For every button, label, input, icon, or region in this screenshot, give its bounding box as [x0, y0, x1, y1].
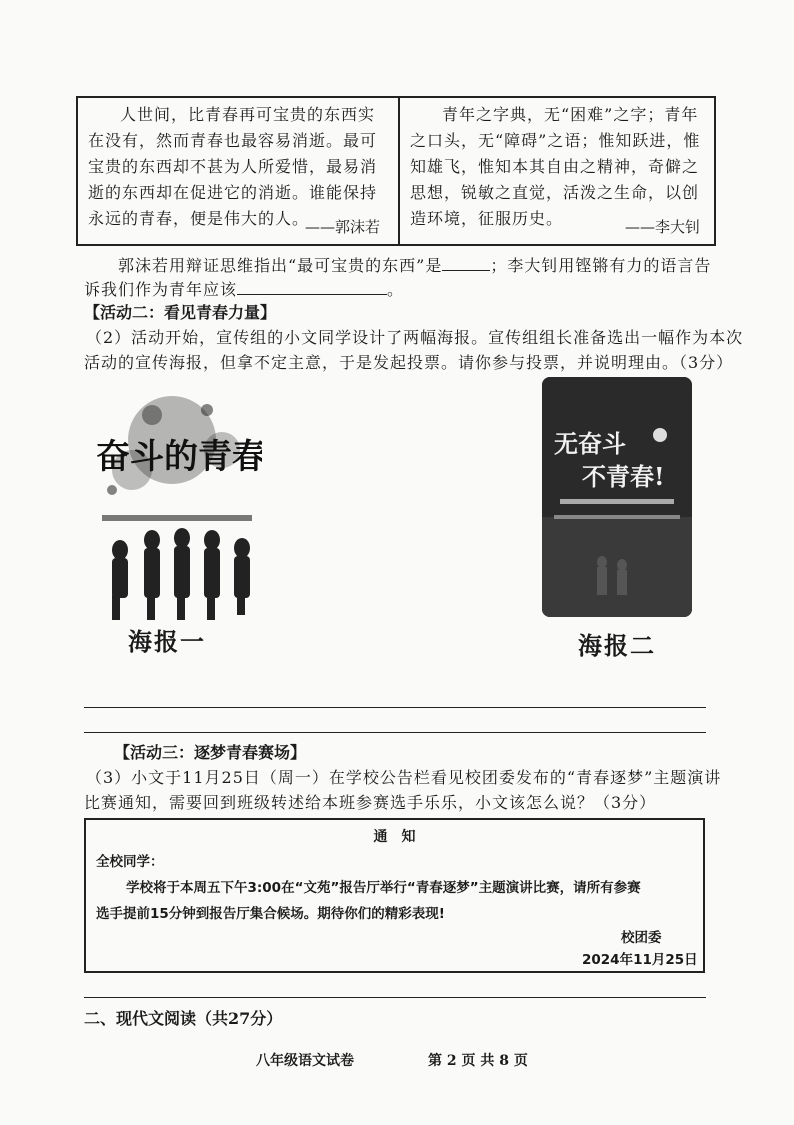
q1-line1 — [118, 252, 711, 276]
poster-two-title-line1: 无奋斗 — [554, 429, 626, 458]
notice-box — [84, 818, 705, 973]
notice-title: 通 知 — [373, 829, 416, 845]
answer-line-3[interactable] — [84, 997, 706, 998]
poster-one-art — [92, 390, 262, 625]
answer-line-2[interactable] — [84, 732, 706, 733]
poster-two-caption: 海报二 — [578, 631, 656, 660]
poster-two-art — [542, 377, 692, 617]
activity3-heading: 【活动三：逐梦青春赛场】 — [114, 743, 307, 762]
notice-greeting: 全校同学： — [96, 854, 164, 870]
notice-date: 2024年11月25日 — [582, 952, 698, 968]
q1-blank1[interactable] — [442, 252, 490, 271]
q1-part1: 郭沫若用辩证思维指出“最可宝贵的东西”是 — [118, 256, 443, 275]
quote-text-left: 人世间，比青春再可宝贵的东西实在没有，然而青春也最容易消逝。最可宝贵的东西却不甚为人所爱惜，最易消逝的东西却在促进它的消逝。谁能保持永远的青春，便是伟大的人。 — [88, 105, 378, 228]
notice-body-line1: 学校将于本周五下午3:00在“文苑”报告厅举行“青春逐梦”主题演讲比赛，请所有参赛 — [126, 880, 641, 896]
q1-line2 — [84, 276, 404, 300]
poster-one-caption: 海报一 — [128, 627, 206, 656]
poster-two-image — [542, 377, 692, 617]
poster-one-image — [92, 390, 262, 625]
activity3-line1: （3）小文于11月25日（周一）在学校公告栏看见校团委发布的“青春逐梦”主题演讲 — [86, 768, 722, 787]
q1-blank2[interactable] — [237, 276, 387, 295]
q1-part2: ；李大钊用铿锵有力的语言告 — [490, 256, 712, 275]
quote-cell-right — [400, 98, 718, 244]
activity2-line1: （2）活动开始，宣传组的小文同学设计了两幅海报。宣传组组长准备选出一幅作为本次 — [86, 328, 744, 347]
quote-author-left: ——郭沫若 — [304, 218, 380, 236]
activity3-line2: 比赛通知，需要回到班级转述给本班参赛选手乐乐，小文该怎么说？（3分） — [84, 793, 657, 812]
quote-cell-left — [78, 98, 398, 244]
poster-two-title-line2: 不青春! — [582, 462, 665, 491]
poster-one-title: 奋斗的青春 — [96, 437, 262, 477]
q1-part3: 诉我们作为青年应该 — [84, 280, 238, 299]
quote-text-right: 青年之字典，无“困难”之字；青年之口头，无“障碍”之语；惟知跃进，惟知雄飞，惟知本其自由之精神，奇僻之思想，锐敏之直觉，活泼之生命，以创造环境，征服历史。 — [410, 105, 701, 228]
quote-table — [76, 96, 716, 246]
footer-exam-title: 八年级语文试卷 — [256, 1053, 354, 1069]
notice-body-line2: 选手提前15分钟到报告厅集合候场。期待你们的精彩表现! — [96, 906, 445, 922]
section2-heading: 二、现代文阅读（共27分） — [84, 1009, 283, 1028]
activity2-heading: 【活动二：看见青春力量】 — [84, 303, 277, 322]
q1-end: 。 — [387, 280, 405, 299]
footer-page-number: 第 2 页 共 8 页 — [428, 1053, 528, 1069]
quote-author-right: ——李大钊 — [624, 218, 700, 236]
activity2-line2: 活动的宣传海报，但拿不定主意，于是发起投票。请你参与投票，并说明理由。（3分） — [84, 353, 734, 372]
answer-line-1[interactable] — [84, 707, 706, 708]
notice-signature: 校团委 — [621, 930, 662, 946]
